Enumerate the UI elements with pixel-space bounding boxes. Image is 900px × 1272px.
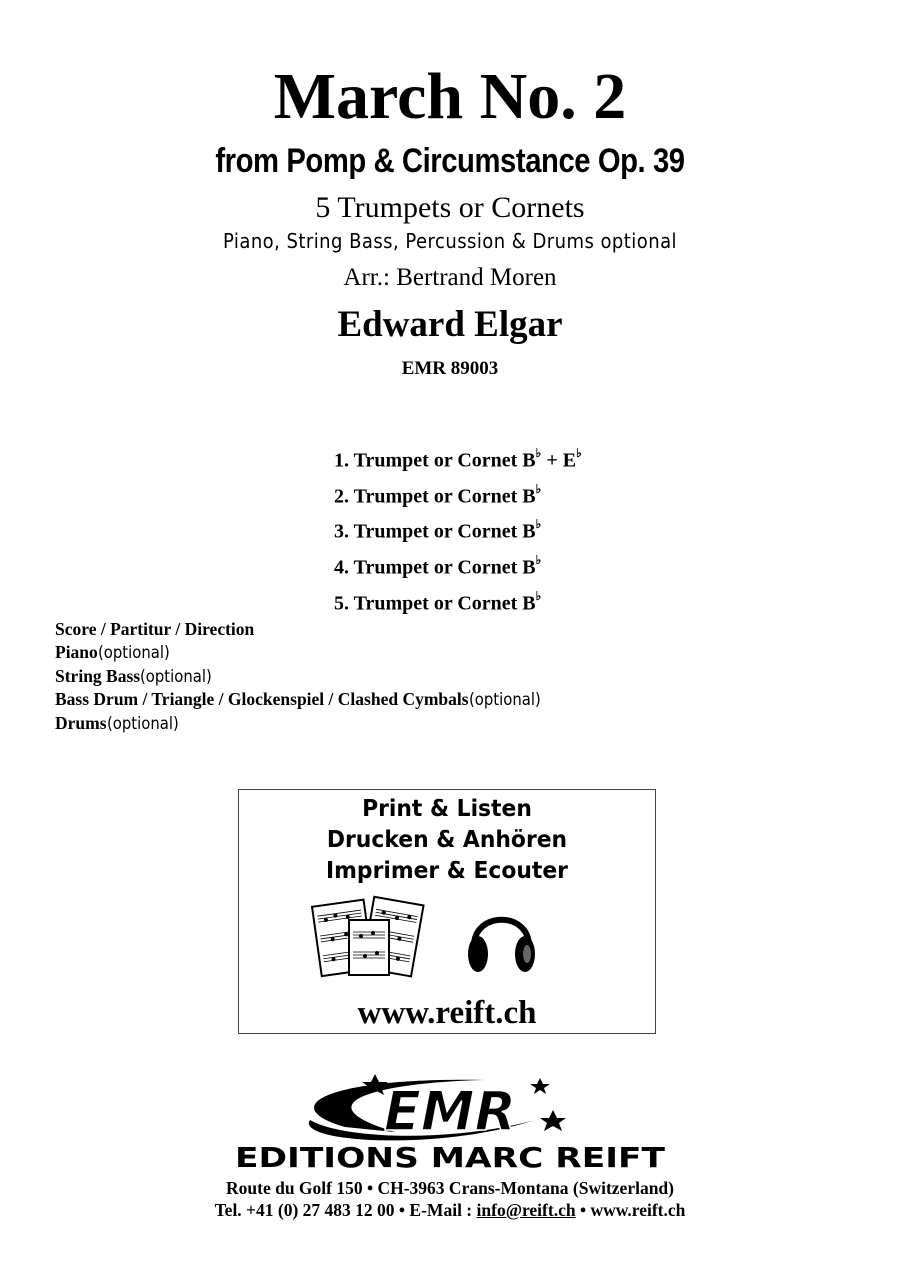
parts-list xyxy=(334,440,582,618)
headphones-icon xyxy=(464,896,539,981)
emr-logo xyxy=(235,1072,665,1172)
publisher-contact: Tel. +41 (0) 27 483 12 00 • E-Mail : info@reift.ch • www.reift.ch xyxy=(214,1200,686,1220)
catalog-number: EMR 89003 xyxy=(401,358,499,379)
email-link[interactable]: info@reift.ch xyxy=(476,1200,576,1220)
extra-drums: Drums(optional) xyxy=(55,713,179,734)
extra-piano: Piano(optional) xyxy=(55,641,170,662)
promo-line-en: Print & Listen xyxy=(362,796,532,822)
part-4: 4. Trumpet or Cornet B♭ xyxy=(334,552,542,579)
logo-mark: EMR xyxy=(383,1080,517,1143)
publisher-address: Route du Golf 150 • CH-3963 Crans-Montana (Switzerland) xyxy=(226,1178,674,1198)
instrumentation: 5 Trumpets or Cornets xyxy=(315,191,585,224)
promo-line-de: Drucken & Anhören xyxy=(326,827,568,853)
part-2: 2. Trumpet or Cornet B♭ xyxy=(334,481,542,508)
extra-string-bass: String Bass(optional) xyxy=(55,665,212,686)
composer: Edward Elgar xyxy=(337,304,563,345)
arranger: Arr.: Bertrand Moren xyxy=(343,264,557,291)
optional-instruments: Piano, String Bass, Percussion & Drums optional xyxy=(222,229,678,253)
part-5: 5. Trumpet or Cornet B♭ xyxy=(334,588,542,615)
part-3: 3. Trumpet or Cornet B♭ xyxy=(334,517,542,543)
promo-line-fr: Imprimer & Ecouter xyxy=(326,858,568,884)
sheet-music-icon xyxy=(309,890,429,985)
print-listen-box xyxy=(238,789,656,1034)
subtitle: from Pomp & Circumstance Op. 39 xyxy=(215,142,685,180)
promo-url[interactable]: www.reift.ch xyxy=(357,995,537,1031)
page-title: March No. 2 xyxy=(273,60,627,133)
extra-score: Score / Partitur / Direction xyxy=(55,619,255,639)
extra-percussion: Bass Drum / Triangle / Glockenspiel / Clashed Cymbals(optional) xyxy=(55,689,541,710)
extra-parts-list xyxy=(55,618,548,736)
part-1: 1. Trumpet or Cornet B♭ + E♭ xyxy=(334,446,582,472)
logo-name: EDITIONS MARC REIFT xyxy=(235,1141,665,1172)
